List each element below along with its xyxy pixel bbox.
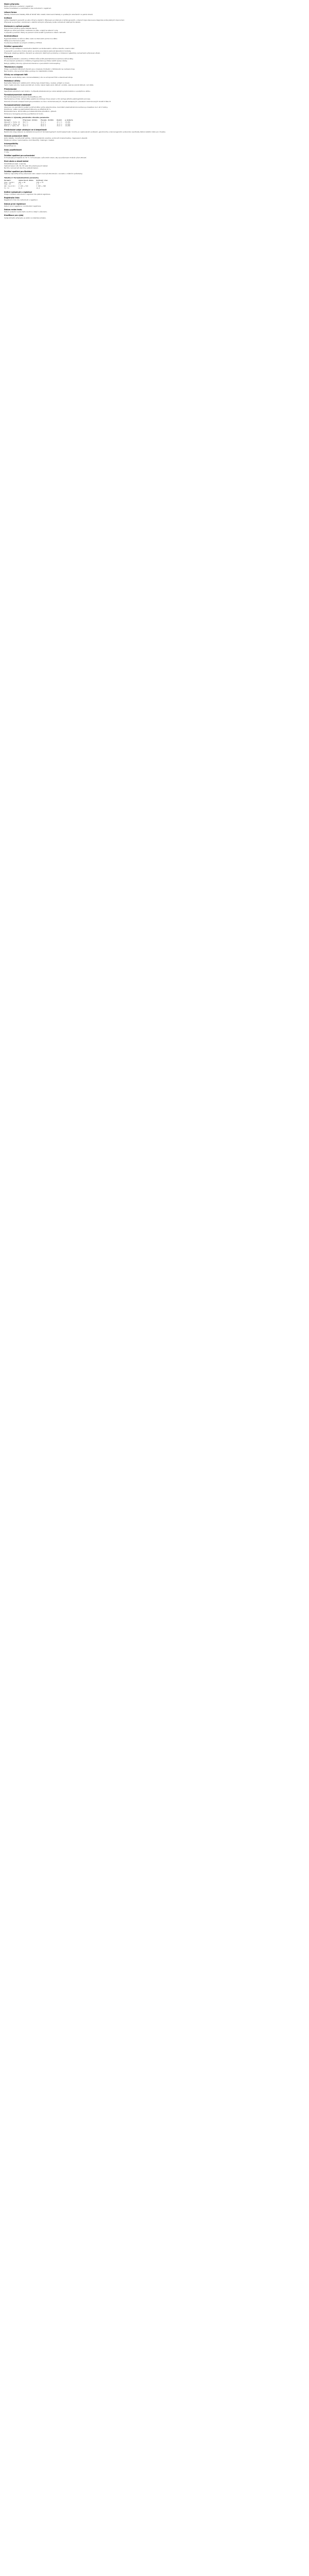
section-body: Výdej léčivého přípravku je vázán na lékařský předpis.	[4, 216, 46, 219]
section-heading: Datum první registrace	[4, 202, 26, 205]
table-cell: 2 140 ± 510	[18, 185, 28, 188]
table-cell: 1,5	[36, 183, 39, 185]
table-cell: <0,001	[65, 125, 71, 127]
pk-table-block	[4, 177, 305, 190]
section	[4, 143, 305, 147]
section	[4, 135, 305, 142]
section-heading: Účinky na schopnost řídit	[4, 74, 28, 76]
table-cell: <0,001	[65, 123, 71, 125]
section-heading: Zvláštní opatření pro likvidaci	[4, 171, 32, 173]
section	[4, 214, 305, 218]
table-cell: Remise v týdnu 52	[4, 125, 19, 127]
table-header-cell: Přípravek (N=412)	[23, 118, 38, 121]
table-cell: 12,4	[36, 187, 40, 189]
table-cell: 27,1 %	[57, 121, 62, 123]
table-cell: 61,7 %	[23, 123, 28, 125]
table-cell: 18,6 %	[40, 125, 46, 127]
section	[4, 11, 305, 15]
table-cell: 3 020 ± 690	[36, 185, 46, 188]
section-heading: Farmakokinetické vlastnosti	[4, 104, 30, 106]
document-page	[0, 0, 309, 241]
table-row	[4, 125, 76, 127]
table-cell: t½ (h)	[4, 187, 10, 189]
section	[4, 17, 305, 24]
table-cell: 318 ± 74	[36, 181, 44, 183]
table-header-cell: Parametr	[4, 118, 11, 121]
section-body: Specifické antidotum není známo. V případě předávkování je nutné zahájit symptomatickou a podpůrnou léčbu.	[4, 90, 91, 92]
section-heading: Nežádoucí účinky	[4, 79, 21, 82]
table-cell: 23,9 %	[57, 125, 62, 127]
table-cell: <0,001	[65, 121, 71, 123]
section-body: Neklinické údaje získané na základě konvenčních farmakologických studií bezpečnosti, toxicity po opakovaném podávání, genotoxicity a kancerogenního potenciálu neodhalily žádné zvláštní riziko pro člověka.	[4, 131, 166, 133]
section	[4, 149, 305, 153]
section-heading: Dávkování a způsob podání	[4, 25, 30, 27]
section-body: Nejčastěji hlášenými nežádoucími účinky byly bolest hlavy, nauzea, průjem a únava. Velmi časté (≥1/10), časté (≥1/100 až <1/10), méně časté (≥1/1 000 až <1/100), vzácné (≥1/10 000 až <1/1 000).	[4, 82, 94, 87]
section-body: Název přípravku uvedený v registraci. Složení kvalitativní a kvantitativní dle rozhodnutí o registraci.	[4, 5, 52, 10]
section	[4, 88, 305, 92]
table-cell: 11,8	[18, 187, 22, 189]
section-body: Přípravek nemá žádný nebo má zanedbatelný vliv na schopnost řídit a obsluhovat stroje.	[4, 76, 73, 78]
data-table	[4, 120, 76, 127]
table-cell: 42,5 %	[23, 125, 28, 127]
section	[4, 94, 305, 103]
section-heading: Klasifikace pro výdej	[4, 214, 24, 217]
section	[4, 74, 305, 78]
section-body: Současné podávání s induktory CYP3A4 může snížit plazmatické koncentrace léčivé látky. Při současném podávání s inhibitory P-glykoproteinu je třeba zvážit úpravu dávky. Nebyly zjištěny klinicky významné interakce s perorálními kontraceptivy.	[4, 58, 74, 64]
section-heading: Držitel rozhodnutí o registraci	[4, 191, 32, 193]
section-body: Registrační číslo dle rozhodnutí o registraci.	[4, 199, 38, 201]
page-bottom-spacer	[4, 221, 305, 241]
section-heading: Datum revize textu	[4, 208, 22, 211]
section-body: PVC/PVDC/Al blistr, krabička. Velikost balení: 28, 30, 56 nebo 90 potahovaných tablet. Na trhu nemusí být všechny velikosti balení.	[4, 162, 48, 169]
section	[4, 191, 305, 195]
table-cell: Odpověď v týdnu 24	[4, 123, 20, 125]
table-cell: Tmax (h)	[4, 183, 11, 185]
section-body: 3 roky.	[4, 150, 9, 153]
section-heading: Zvláštní upozornění	[4, 45, 23, 48]
table-header-cell: Parametr	[4, 179, 11, 181]
document-sections-2	[4, 129, 305, 175]
table-cell: Cmax (ng/ml)	[4, 181, 15, 183]
section	[4, 171, 305, 175]
section	[4, 35, 305, 44]
section-heading: Název přípravku	[4, 3, 20, 5]
section	[4, 3, 305, 10]
results-table-block	[4, 116, 305, 127]
table-cell: 245 ± 62	[18, 181, 26, 183]
section-body: Uchovávejte při teplotě do 30 °C. Uchovávejte v původním obalu, aby byl přípravek chráněn před vlhkostí.	[4, 157, 87, 159]
section-heading: Interakce	[4, 56, 13, 58]
section-heading: Léková forma	[4, 11, 17, 13]
table-cell: 31,2 %	[40, 121, 46, 123]
table-cell: Odpověď v týdnu 12	[4, 121, 20, 123]
section-body: Veškerý nepoužitý léčivý přípravek nebo odpad musí být zlikvidován v souladu s místními požadavky.	[4, 173, 83, 175]
data-table	[4, 180, 50, 190]
table-cell: 1,5	[18, 183, 21, 185]
section-heading: Kontraindikace	[4, 35, 19, 38]
section	[4, 155, 305, 159]
table-cell: AUC (ng·h/ml)	[4, 185, 15, 188]
section	[4, 80, 305, 87]
section-body: Datum poslední revize textu souhrnu údajů o přípravku.	[4, 211, 47, 213]
table-header-cell: p-hodnota	[65, 118, 73, 121]
section-body: Jádro tablety: monohydrát laktózy, mikrokrystalická celulóza, sodná sůl kroskarmelózy, magnesium-stearát. Potahová vrstva: hypromelóza, oxid titaničitý, makrogol, mastek.	[4, 137, 88, 141]
section-body: Hypersenzitivita na léčivou látku nebo na kteroukoli pomocnou látku. Těžká porucha funkce jater. Současné podávání se silnými inhibitory CYP3A4.	[4, 37, 58, 44]
section-body: Datum první registrace / prodloužení registrace.	[4, 205, 42, 207]
table-cell: 31,9 %	[57, 123, 62, 125]
section	[4, 129, 305, 133]
section	[4, 56, 305, 64]
section	[4, 197, 305, 201]
section	[4, 25, 305, 34]
section-heading: Druh obalu a obsah balení	[4, 160, 29, 163]
section-body: Farmakoterapeutická skupina dle klasifikace ATC. Mechanismus účinku: léčivá látka selektivně inhibuje cílový enzym a tím snižuje aktivitu patologického procesu. Klinická účinnost a bezpečnost byla prokázána ve dvou randomizovaných, dvojitě zaslepených, placebem kontrolovaných studiích fáze III.	[4, 96, 111, 103]
section-heading: Předklinické údaje vztahující se k bezpečnosti	[4, 129, 47, 131]
table-header-cell: Jednorázová dávka	[18, 179, 33, 181]
section	[4, 160, 305, 169]
section	[4, 45, 305, 54]
table-header-cell: Ustálený stav	[36, 179, 48, 181]
section-heading: Farmakodynamické vlastnosti	[4, 93, 32, 96]
section	[4, 203, 305, 207]
section	[4, 66, 305, 73]
document-sections-3	[4, 191, 305, 219]
table-row	[4, 188, 50, 190]
section-body: Doporučená dávka je jedna tableta denně. Tableta se užívá perorálně, nezávisle na jídle, a zapíjí se sklenicí vody. V případě vynechání dávky se pacient nemá snažit vynechanou dávku nahradit.	[4, 27, 66, 34]
section-body: Absorpce: po perorálním podání je léčivá látka rychle absorbována, maximální plazmatické koncentrace je dosaženo za 1 až 2 hodiny. Distribuce: vazba na plazmatické bílkoviny je přibližně 95 %. Biotransformace: léčivá látka je metabolizována převážně v játrech. Eliminace: biologický poločas je přibližně 12 hodin.	[4, 106, 108, 115]
table-row	[4, 185, 50, 188]
section-body: Neuplatňuje se.	[4, 145, 16, 147]
section-body: Tablety. Potahované tablety. Bílé až téměř bílé, kulaté, bikonvexní tablety s vyraženým označením na jedné straně.	[4, 13, 93, 15]
section-heading: Předávkování	[4, 88, 17, 90]
section	[4, 209, 305, 213]
section-heading: Seznam pomocných látek	[4, 134, 28, 137]
section-body: Údaje o držiteli rozhodnutí o registraci dle platné registrace.	[4, 193, 51, 195]
document-sections	[4, 3, 305, 115]
table-title: Tabulka 2: Farmakokinetické parametry	[4, 176, 39, 179]
table-title: Tabulka 1: Výsledky primárního cílového parametru	[4, 116, 49, 118]
section-heading: Inkompatibility	[4, 143, 19, 145]
section-heading: Těhotenství a kojení	[4, 65, 23, 68]
section	[4, 104, 305, 115]
section-heading: Indikace	[4, 17, 12, 20]
section-heading: Zvláštní opatření pro uchovávání	[4, 154, 35, 157]
section-body: Léčba má být zahájena a sledována lékařem se zkušenostmi s léčbou daného onemocnění. U pacientů s poruchou funkce ledvin je nutné pravidelně sledovat laboratorní hodnoty. Přípravek obsahuje laktózu. Pacienti se vzácnými dědičnými problémy s intolerancí galaktózy nemají tento přípravek užívat.	[4, 47, 100, 54]
table-cell: 29,8 %	[40, 123, 46, 125]
section-heading: Registrační číslo	[4, 197, 20, 199]
table-header-cell: Placebo (N=409)	[40, 118, 54, 121]
section-body: Léčba dospělých pacientů ve věku 18 let a starších. Přípravek je indikován k léčbě pacientů, u kterých byla stanovena diagnóza podle platných doporučení. Přípravek se používá v kombinaci s dalšími léčivými přípravky podle rozhodnutí ošetřujícího lékaře.	[4, 19, 125, 24]
table-cell: 58,3 %	[23, 121, 28, 123]
table-header-cell: Rozdíl	[57, 118, 62, 121]
section-heading: Doba použitelnosti	[4, 148, 22, 151]
section-body: Údaje o podávání těhotným ženám jsou omezené. Podávání v těhotenství se nedoporučuje. Není známo, zda se léčivá látka vylučuje do mateřského mléka.	[4, 68, 75, 73]
